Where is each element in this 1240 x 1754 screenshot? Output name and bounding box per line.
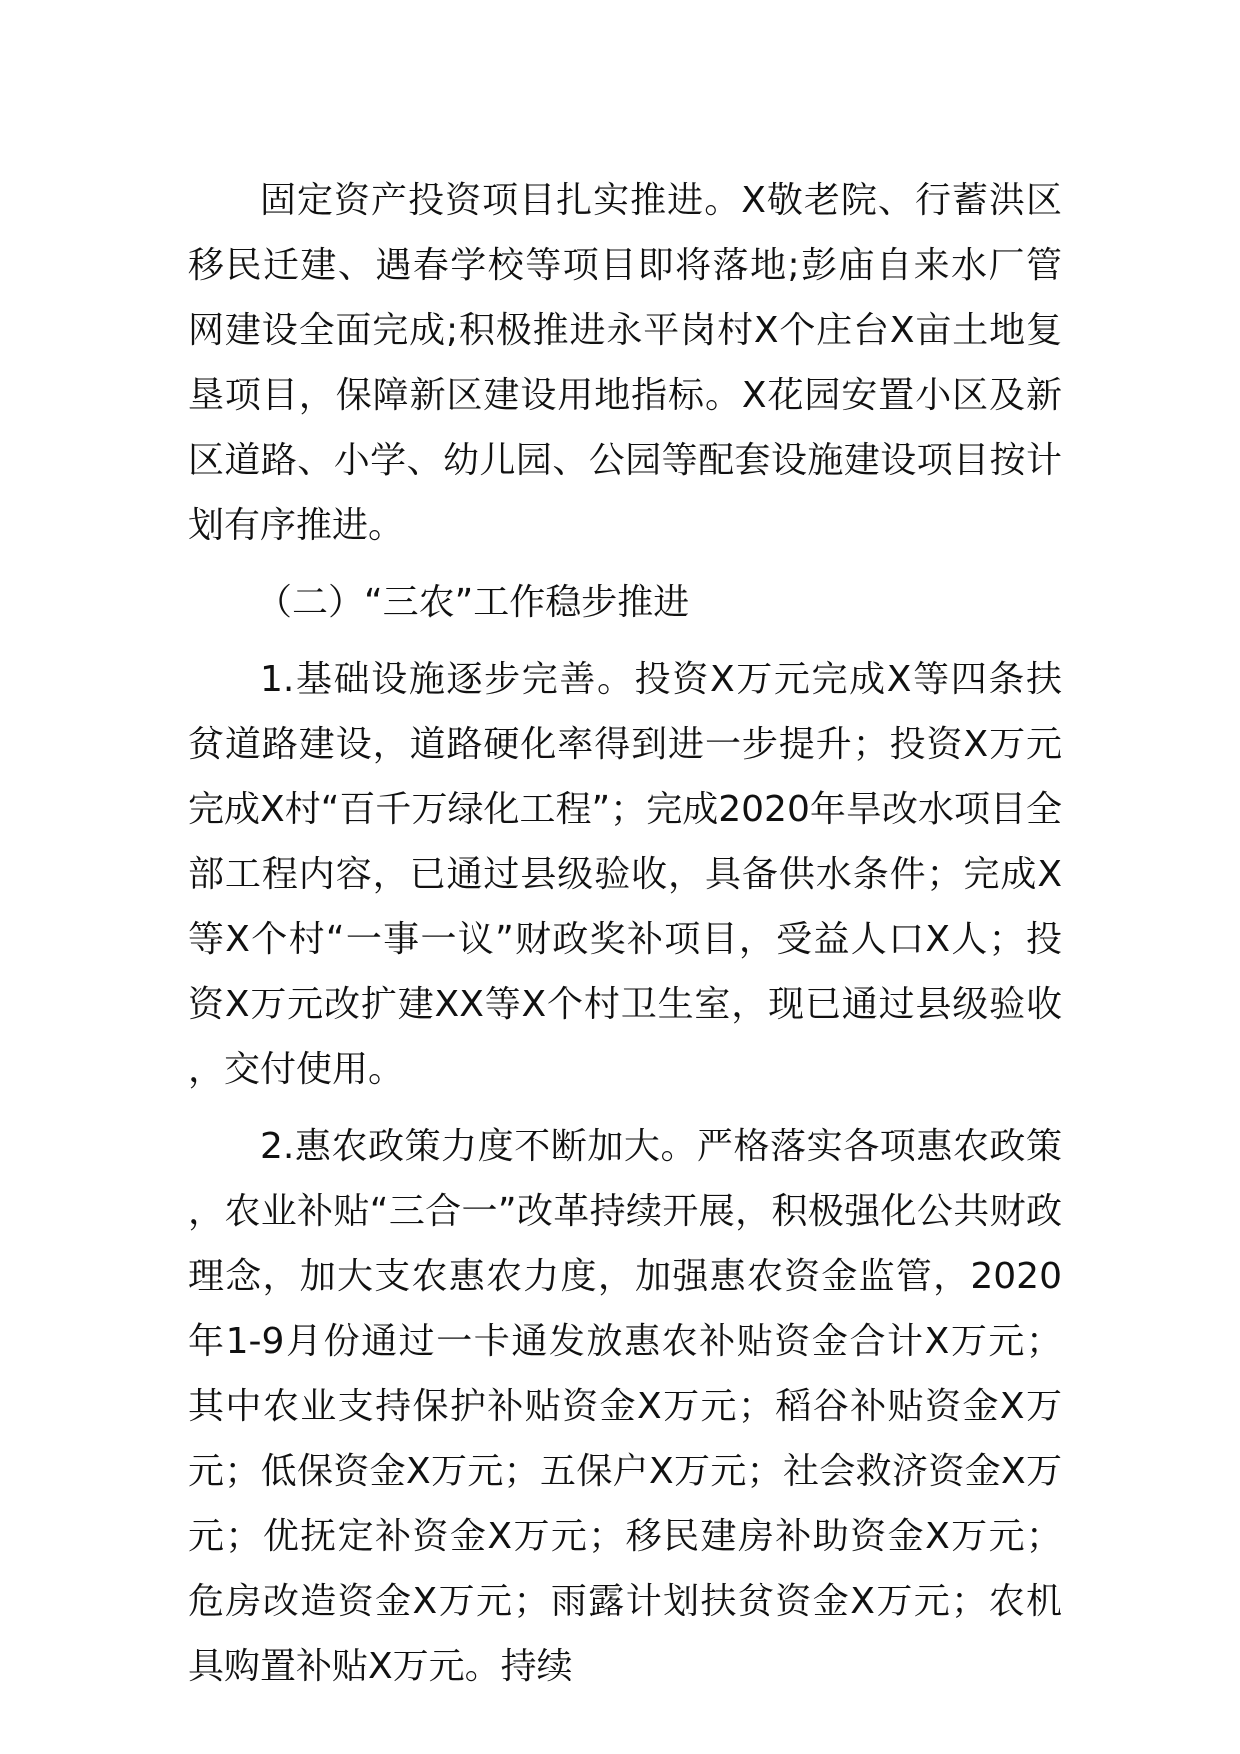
section-heading-sannong: （二）“三农”工作稳步推进	[256, 582, 690, 623]
paragraph-agricultural-policy: 2.惠农政策力度不断加大。严格落实各项惠农政策，农业补贴“三合一”改革持续开展，积极强化公共财政理念，加大支农惠农力度，加强惠农资金监管，2020年1-9月份通过一卡通发放惠农补贴资金合计X万元；其中农业支持保护补贴资金X万元；稻谷补贴资金X万元；低保资金X万元；五保户X万元；社会救济资金X万元；优抚定补资金X万元；移民建房补助资金X万元；危房改造资金X万元；雨露计划扶贫资金X万元；农机具购置补贴X万元。持续	[188, 1126, 1062, 1687]
paragraph-infrastructure: 1.基础设施逐步完善。投资X万元完成X等四条扶贫道路建设，道路硬化率得到进一步提升；投资X万元完成X村“百千万绿化工程”；完成2020年旱改水项目全部工程内容，已通过县级验收，具备供水条件；完成X等X个村“一事一议”财政奖补项目，受益人口X人；投资X万元改扩建XX等X个村卫生室，现已通过县级验收，交付使用。	[188, 659, 1062, 1090]
paragraph-fixed-asset-investment: 固定资产投资项目扎实推进。X敬老院、行蓄洪区移民迁建、遇春学校等项目即将落地;彭庙自来水厂管网建设全面完成;积极推进永平岗村X个庄台X亩土地复垦项目，保障新区建设用地指标。X花园安置小区及新区道路、小学、幼儿园、公园等配套设施建设项目按计划有序推进。	[188, 180, 1062, 546]
document-body	[188, 168, 1062, 1699]
